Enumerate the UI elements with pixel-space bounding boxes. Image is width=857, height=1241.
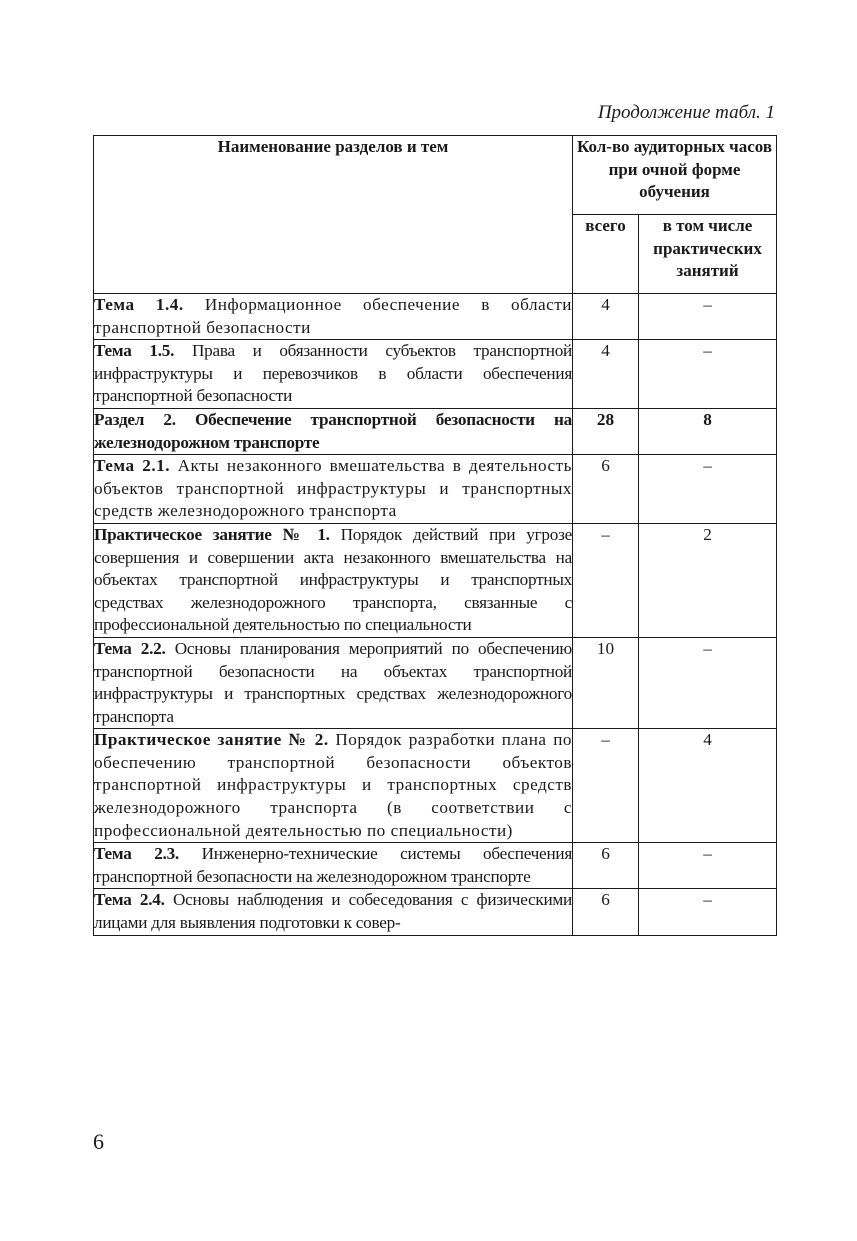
curriculum-table: [93, 135, 777, 936]
table-header-row: [94, 136, 777, 215]
row-name: [94, 637, 573, 728]
table-row: [94, 294, 777, 340]
row-label: Тема 2.1.: [94, 456, 171, 476]
table-row: [94, 889, 777, 935]
row-name: [94, 729, 573, 843]
row-total: 4: [573, 340, 639, 409]
row-label: Тема 1.5.: [94, 341, 175, 361]
row-practice: 4: [639, 729, 777, 843]
row-label: Тема 1.4.: [94, 295, 184, 314]
row-text: Основы планирования мероприятий по обеспечению транспортной безопасности на объектах транспортной инфраструктуры и транспортных средствах железнодорожного транспорта: [94, 638, 573, 726]
row-total: 6: [573, 843, 639, 889]
row-text: Акты незаконного вмешательства в деятельность объектов транспортной инфраструктуры и транспортных средств железнодорожного транспорта: [94, 456, 572, 521]
row-total: 6: [573, 455, 639, 524]
row-practice: –: [639, 843, 777, 889]
row-name: [94, 455, 573, 524]
row-total: 6: [573, 889, 639, 935]
row-total: 4: [573, 294, 639, 340]
table-continuation-caption: Продолжение табл. 1: [597, 102, 775, 123]
row-text: Информационное обеспечение в области транспортной безопасности: [94, 295, 573, 337]
header-hours-group: Кол-во аудиторных часов при очной форме обучения: [573, 136, 777, 215]
table-row: [94, 843, 777, 889]
row-label: Практическое занятие № 1.: [94, 524, 330, 544]
row-label: Раздел 2.: [94, 409, 176, 429]
row-name: [94, 523, 573, 637]
header-name: Наименование разделов и тем: [94, 136, 573, 294]
row-text: Основы наблюдения и собеседования с физическими лицами для выявления подготовки к совер-: [94, 890, 573, 933]
row-practice: –: [639, 889, 777, 935]
row-text: Порядок действий при угрозе совершения и совершении акта незаконного вмешательства на объектах транспортной инфраструктуры и транспортных средствах железнодорожного транспорта, связанные с профессиональной деятельностью по специальности: [94, 524, 573, 635]
header-total: всего: [573, 215, 639, 294]
table-row: [94, 729, 777, 843]
row-practice: –: [639, 455, 777, 524]
table-row: [94, 340, 777, 409]
row-practice: –: [639, 340, 777, 409]
row-total: 28: [573, 408, 639, 454]
row-label: Практическое занятие № 2.: [94, 730, 329, 750]
header-practice: в том числе практических занятий: [639, 215, 777, 294]
table-row: [94, 637, 777, 728]
table-row: [94, 455, 777, 524]
table-row-section: [94, 408, 777, 454]
row-label: Тема 2.2.: [94, 638, 166, 658]
row-text: Обеспечение транспортной безопасности на железнодорожном транспорте: [94, 409, 573, 452]
row-text: Порядок разработки плана по обеспечению транспортной безопасности объектов транспортной инфраструктуры и транспортных средств железнодорожного транспорта (в соответствии с профессиональной деятельностью по специальности): [94, 730, 572, 840]
row-practice: –: [639, 294, 777, 340]
row-name: [94, 843, 573, 889]
table-row: [94, 523, 777, 637]
row-total: 10: [573, 637, 639, 728]
row-name: [94, 294, 573, 340]
row-total: –: [573, 729, 639, 843]
row-practice: 2: [639, 523, 777, 637]
row-total: –: [573, 523, 639, 637]
row-name: [94, 889, 573, 935]
row-text: Инженерно-технические системы обеспечения транспортной безопасности на железнодорожном транспорте: [94, 844, 572, 886]
row-label: Тема 2.4.: [94, 890, 165, 910]
row-text: Права и обязанности субъектов транспортной инфраструктуры и перевозчиков в области обеспечения транспортной безопасности: [94, 341, 572, 406]
row-name: [94, 340, 573, 409]
row-label: Тема 2.3.: [94, 844, 179, 864]
page-number: 6: [93, 1129, 104, 1154]
row-practice: 8: [639, 408, 777, 454]
row-practice: –: [639, 637, 777, 728]
row-name: [94, 408, 573, 454]
